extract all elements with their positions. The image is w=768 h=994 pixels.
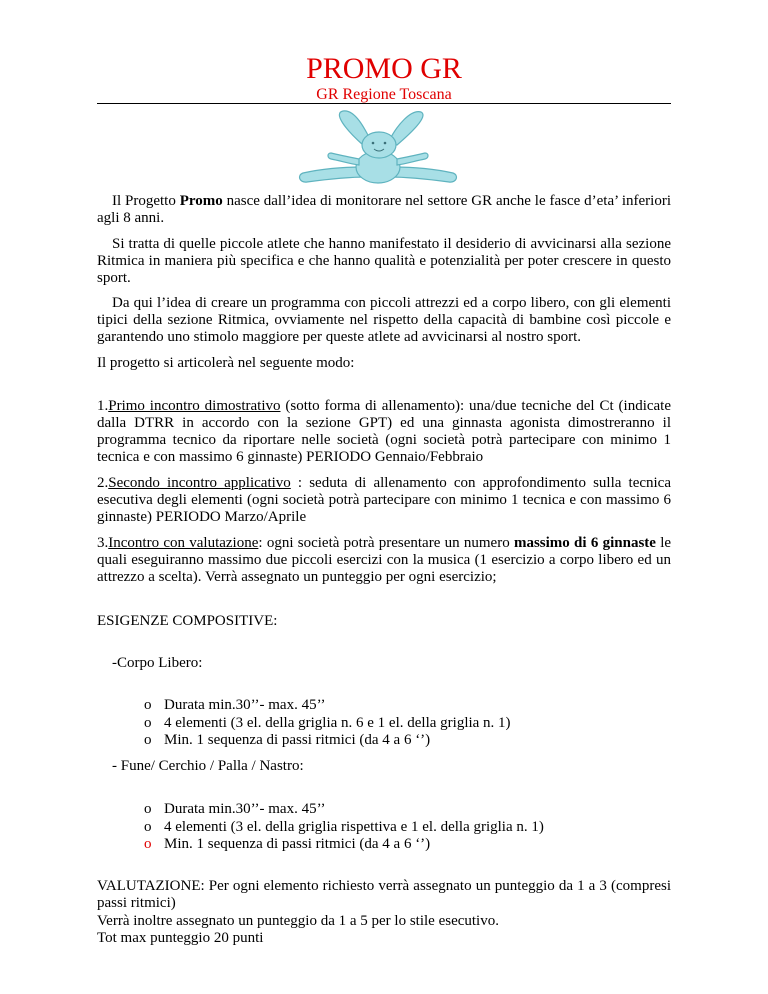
valutazione-line-3: Tot max punteggio 20 punti <box>97 930 264 946</box>
intro-paragraph-1: Il Progetto Promo nasce dall’idea di monitorare nel settore GR anche le fasce d’eta’ inferiori agli 8 anni. <box>97 193 671 226</box>
item-1: 1.Primo incontro dimostrativo (sotto forma di allenamento): una/due tecniche del Ct (indicate dalla DTRR in accordo con la sezione GPT) ed una ginnasta agonista dimostreranno il programma tecnico da riportare nelle società (ogni società potrà partecipare con minimo 1 tecnica e con massimo 6 ginnaste) PERIODO Gennaio/Febbraio <box>97 398 671 465</box>
list-item: o Min. 1 sequenza di passi ritmici (da 4 a 6 ‘’) <box>144 836 431 852</box>
item-3-title: Incontro con valutazione <box>108 535 259 551</box>
corpo-libero-list <box>144 697 664 750</box>
document-title: PROMO GR <box>306 52 462 85</box>
esigenze-heading: ESIGENZE COMPOSITIVE: <box>97 613 278 629</box>
corpo-libero-label: -Corpo Libero: <box>112 655 203 671</box>
valutazione-line-2: Verrà inoltre assegnato un punteggio da 1 a 5 per lo stile esecutivo. <box>97 913 499 929</box>
item-1-title: Primo incontro dimostrativo <box>108 398 281 414</box>
intro-paragraph-2: Si tratta di quelle piccole atlete che hanno manifestato il desiderio di avvicinarsi alla sezione Ritmica in maniera più specifica e che hanno qualità e potenzialità per poter crescere in questo sport. <box>97 236 671 286</box>
document-subtitle: GR Regione Toscana <box>316 86 452 103</box>
structure-intro: Il progetto si articolerà nel seguente modo: <box>97 355 355 371</box>
item-2-title: Secondo incontro applicativo <box>108 475 291 491</box>
list-item: o Min. 1 sequenza di passi ritmici (da 4 a 6 ‘’) <box>144 732 431 748</box>
list-item: o Durata min.30’’- max. 45’’ <box>144 801 326 817</box>
bunny-illustration <box>293 107 463 185</box>
valutazione-line-1: VALUTAZIONE: Per ogni elemento richiesto verrà assegnato un punteggio da 1 a 3 (compresi passi ritmici) <box>97 878 671 911</box>
list-item: o Durata min.30’’- max. 45’’ <box>144 697 326 713</box>
list-item: o 4 elementi (3 el. della griglia rispettiva e 1 el. della griglia n. 1) <box>144 818 544 835</box>
intro-paragraph-3: Da qui l’idea di creare un programma con piccoli attrezzi ed a corpo libero, con gli elementi tipici della sezione Ritmica, ovviamente nel rispetto della capacità di bambine così piccole e garantendo uno stimolo maggiore per queste atlete ad avvicinarsi al nostro sport. <box>97 295 671 345</box>
item-2: 2.Secondo incontro applicativo : seduta di allenamento con approfondimento sulla tecnica esecutiva degli elementi (ogni società potrà partecipare con minimo 1 tecnica e con massimo 6 ginnaste) PERIODO Marzo/Aprile <box>97 475 672 525</box>
header-rule <box>97 103 671 104</box>
item-3: 3.Incontro con valutazione: ogni società potrà presentare un numero massimo di 6 ginnaste le quali eseguiranno massimo due piccoli esercizi con la musica (1 esercizio a corpo libero ed un attrezzo a scelta). Verrà assegnato un punteggio per ogni esercizio; <box>97 535 672 585</box>
attrezzi-label: - Fune/ Cerchio / Palla / Nastro: <box>112 758 304 774</box>
list-item: o 4 elementi (3 el. della griglia n. 6 e 1 el. della griglia n. 1) <box>144 714 511 731</box>
attrezzi-list <box>144 801 664 854</box>
